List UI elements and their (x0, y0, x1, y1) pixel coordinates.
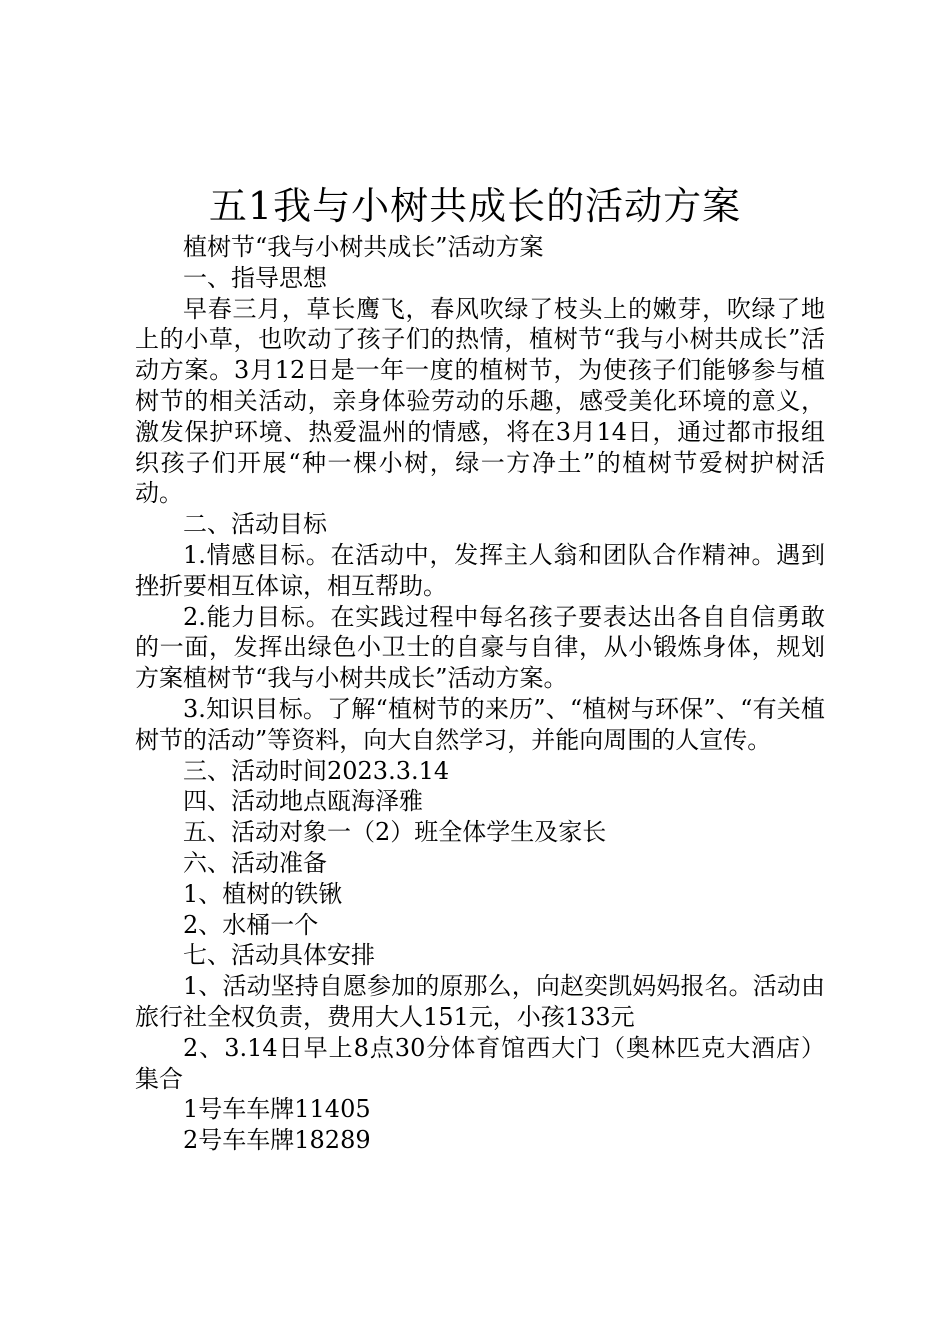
document-body (135, 232, 825, 1156)
bus-2-plate: 2号车车牌18289 (183, 1126, 371, 1155)
section-activity-time: 三、活动时间2023.3.14 (183, 756, 450, 785)
section-heading-arrangement: 七、活动具体安排 (183, 941, 375, 970)
goal-emotion-paragraph: 1.情感目标。在活动中，发挥主人翁和团队合作精神。遇到挫折要相互体谅，相互帮助。 (135, 540, 825, 600)
section-heading-guiding-thought: 一、指导思想 (183, 263, 327, 292)
subtitle-paragraph: 植树节“我与小树共成长”活动方案 (183, 233, 544, 261)
section-activity-participants: 五、活动对象一（2）班全体学生及家长 (183, 818, 607, 847)
preparation-item-shovel: 1、植树的铁锹 (183, 879, 343, 908)
guiding-thought-paragraph: 早春三月，草长鹰飞，春风吹绿了枝头上的嫩芽，吹绿了地上的小草，也吹动了孩子们的热情，植树节“我与小树共成长”活动方案。3月12日是一年一度的植树节，为使孩子们能够参与植树节的相关活动，亲身体验劳动的乐趣，感受美化环境的意义，激发保护环境、热爱温州的情感，将在3月14日，通过都市报组织孩子们开展“种一棵小树，绿一方净土”的植树节爱树护树活动。 (135, 294, 825, 508)
goal-knowledge-paragraph: 3.知识目标。了解“植树节的来历”、“植树与环保”、“有关植树节的活动”等资料，向大自然学习，并能向周围的人宣传。 (135, 694, 825, 754)
arrangement-item-registration: 1、活动坚持自愿参加的原那么，向赵奕凯妈妈报名。活动由旅行社全权负责，费用大人151元，小孩133元 (135, 972, 825, 1031)
goal-ability-paragraph: 2.能力目标。在实践过程中每名孩子要表达出各自自信勇敢的一面，发挥出绿色小卫士的自豪与自律，从小锻炼身体，规划方案植树节“我与小树共成长”活动方案。 (135, 602, 825, 693)
bus-1-plate: 1号车车牌11405 (183, 1095, 371, 1124)
section-heading-activity-goals: 二、活动目标 (183, 510, 327, 539)
preparation-item-bucket: 2、水桶一个 (183, 910, 319, 939)
arrangement-item-meeting: 2、3.14日早上8点30分体育馆西大门（奥林匹克大酒店）集合 (135, 1033, 825, 1093)
section-activity-location: 四、活动地点瓯海泽雅 (183, 787, 423, 816)
section-heading-preparation: 六、活动准备 (183, 848, 327, 877)
document-title: 五1我与小树共成长的活动方案 (208, 184, 742, 228)
